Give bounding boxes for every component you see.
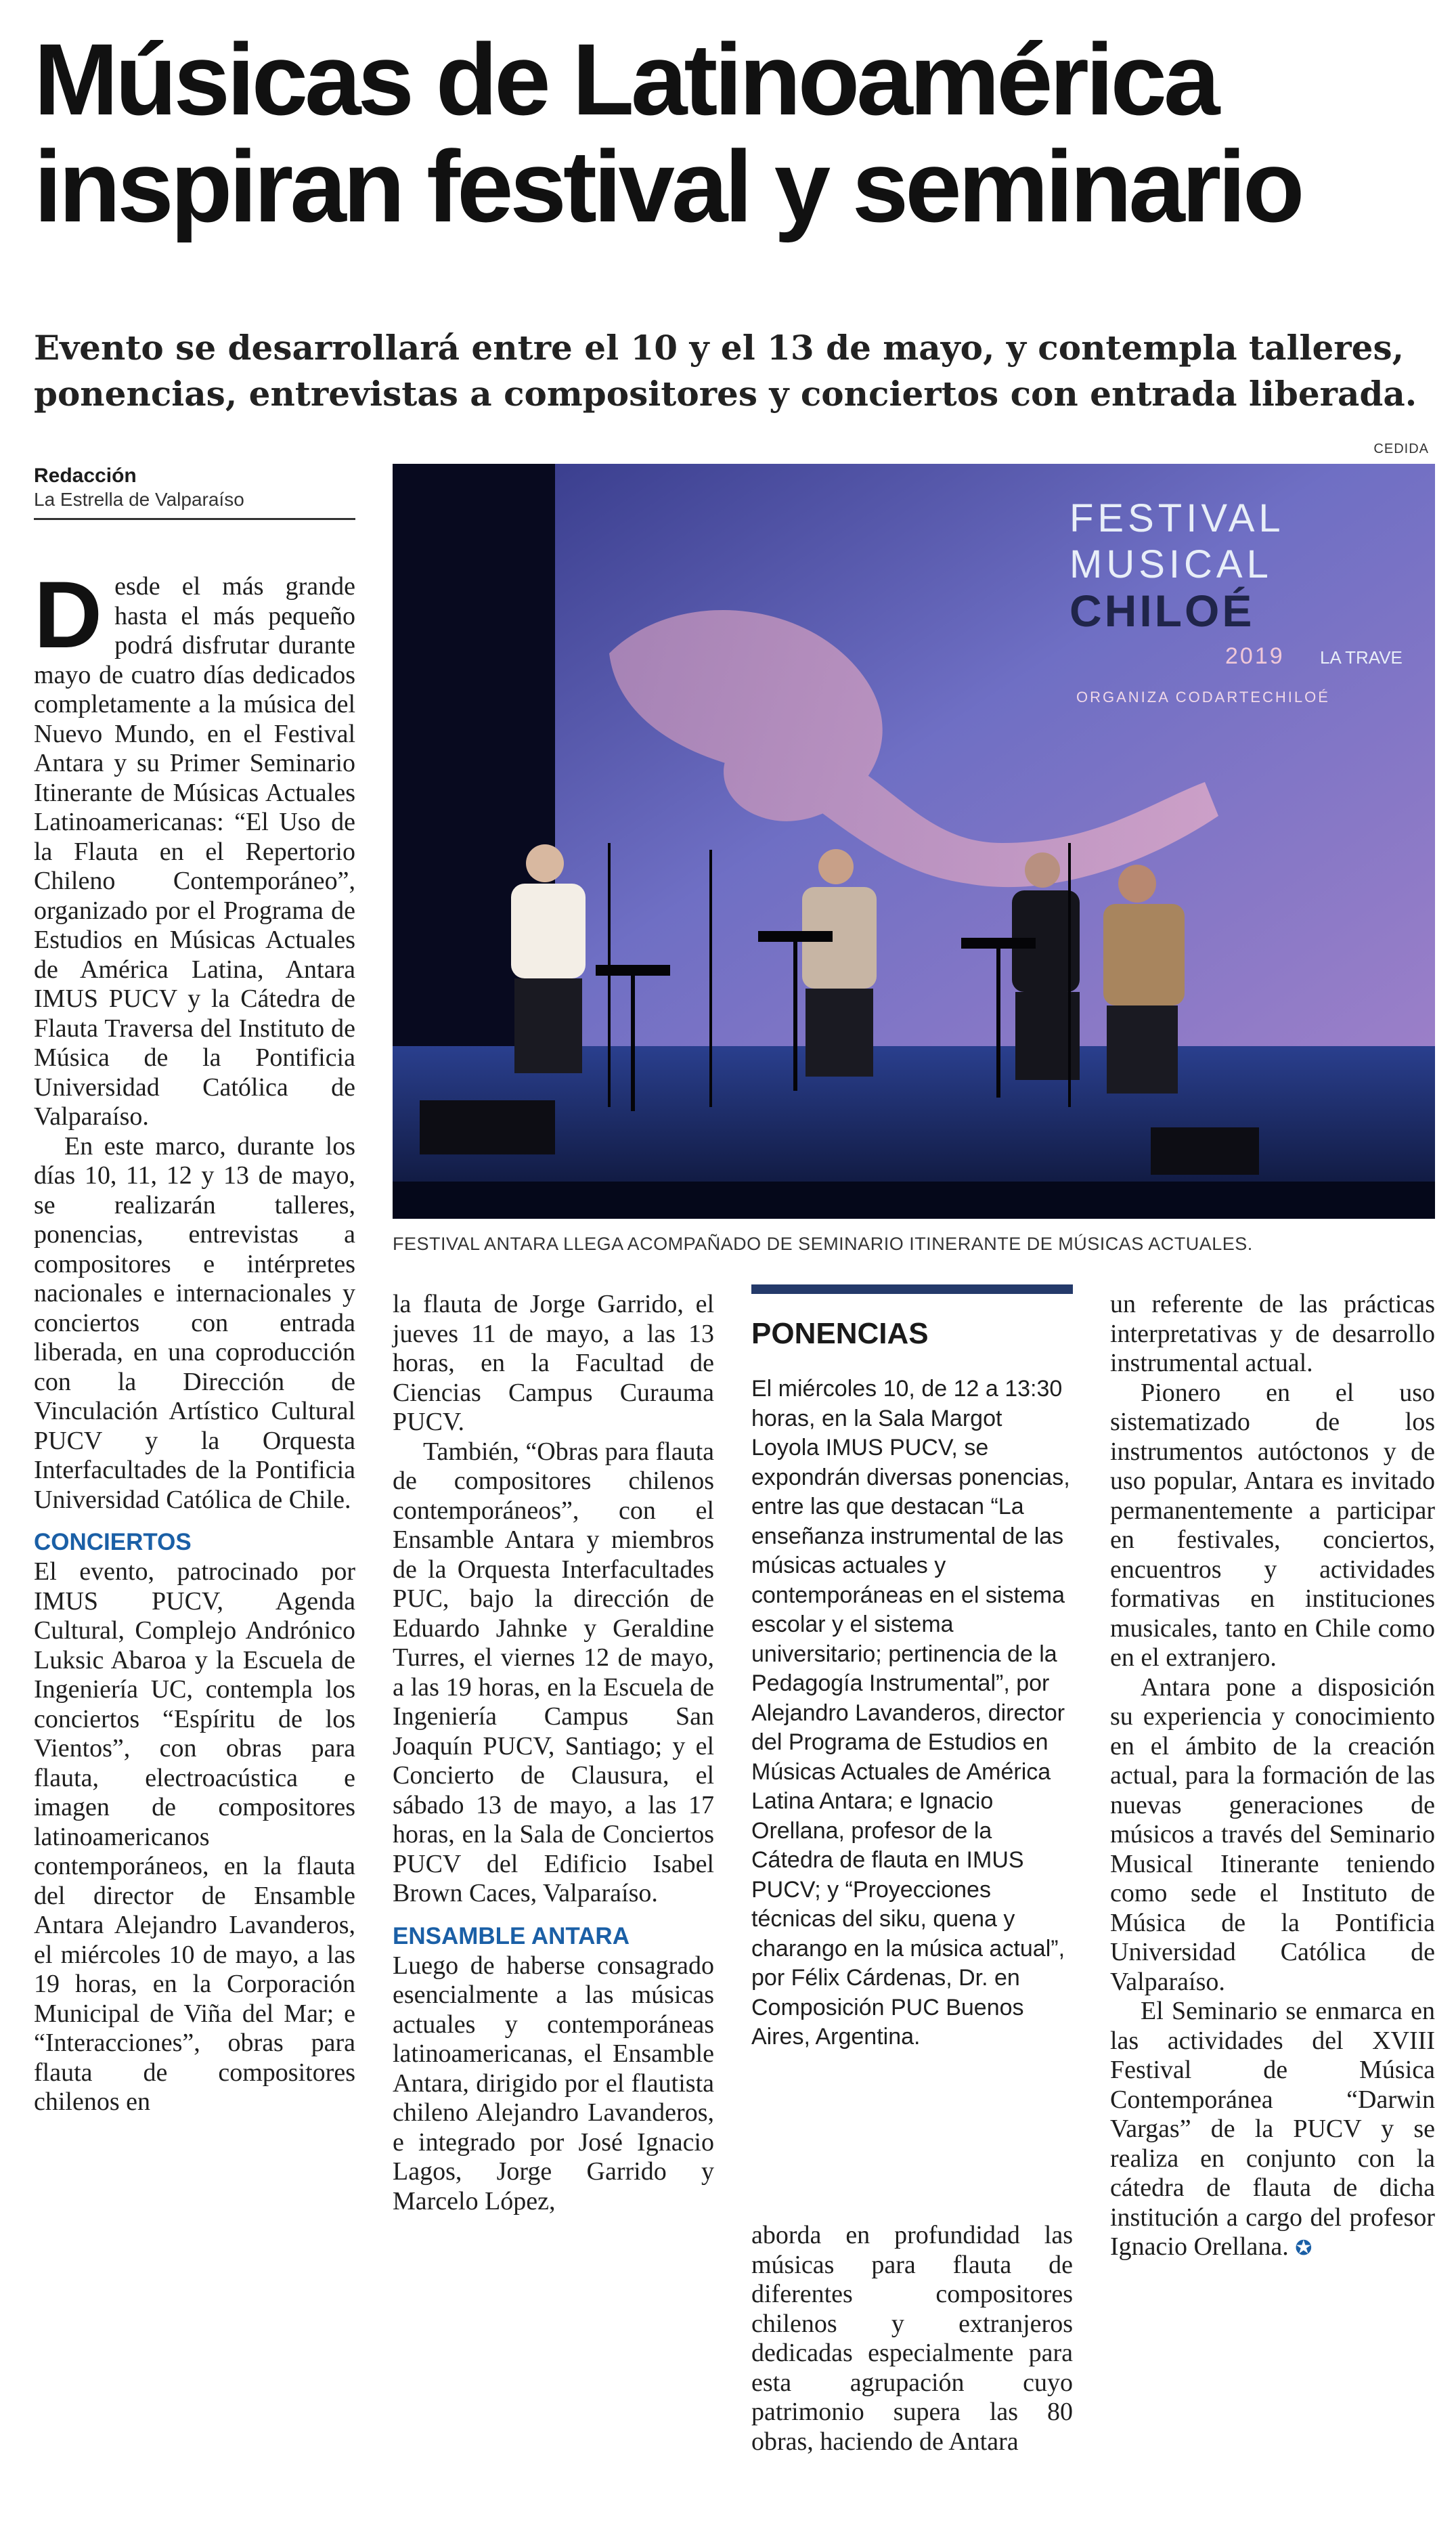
drop-cap: D [34, 561, 103, 668]
paragraph [34, 561, 355, 1132]
screen-title-2: MUSICAL [1069, 542, 1273, 586]
end-mark-icon: ✪ [1295, 2236, 1312, 2260]
paragraph-text: El Seminario se enmarca en las actividades del XVIII Festival de Música Contemporánea “Darwin Vargas” de la PUCV y se realiza en conjunto con la cátedra de flauta de dicha institución a cargo del profesor Ignacio Orellana. [1110, 1997, 1435, 2261]
concert-photo-illustration [393, 464, 1435, 1219]
paragraph: Pionero en el uso sistematizado de los instrumentos autóctonos y de uso popular, Antara es invitado permanentemente a participar en festivales, conciertos, encuentros y actividades formativas en instituciones musicales, tanto en Chile como en el extranjero. [1110, 1378, 1435, 1672]
stage-speaker [1151, 1127, 1259, 1175]
stage-speaker [420, 1100, 555, 1154]
subhead-conciertos: CONCIERTOS [34, 1529, 192, 1555]
screen-organizer: ORGANIZA CODARTECHILOÉ [1076, 689, 1330, 706]
column-1 [34, 561, 355, 2117]
paragraph: El evento, patrocinado por IMUS PUCV, Agenda Cultural, Complejo Andrónico Luksic Abaroa y la Escuela de Ingeniería UC, contempla los conciertos “Espíritu de los Vientos”, con obras para flauta, electroacústica e imagen de compositores latinoamericanos contemporáneos, en la flauta del director de Ensamble Antara Alejandro Lavanderos, el miércoles 10 de mayo, a las 19 horas, en la Corporación Municipal de Viña del Mar; e “Interacciones”, obras para flauta de compositores chilenos en [34, 1557, 355, 2116]
paragraph: Antara pone a disposición su experiencia y conocimiento en el ámbito de la creación actual, para la formación de las nuevas generaciones de músicos a través del Seminario Musical Itinerante teniendo como sede el Instituto de Música de la Pontificia Universidad Católica de Valparaíso. [1110, 1672, 1435, 1996]
paragraph: la flauta de Jorge Garrido, el jueves 11 de mayo, a las 13 horas, en la Facultad de Ciencias Campus Curauma PUCV. [393, 1290, 714, 1436]
column-2 [393, 1290, 714, 2216]
paragraph: aborda en profundidad las músicas para flauta de diferentes compositores chilenos y extranjeros dedicadas especialmente para esta agrupación cuyo patrimonio supera las 80 obras, haciendo de Antara [751, 2221, 1073, 2456]
subhead-ensamble-antara: ENSAMBLE ANTARA [393, 1922, 630, 1949]
screen-title-3: CHILOÉ [1069, 586, 1255, 636]
column-4 [1110, 1290, 1435, 2264]
column-3 [751, 2221, 1073, 2457]
byline [34, 464, 355, 520]
screen-title-1: FESTIVAL [1069, 496, 1285, 540]
byline-name: Redacción [34, 464, 137, 487]
paragraph: El miércoles 10, de 12 a 13:30 horas, en la Sala Margot Loyola IMUS PUCV, se expondrán diversas ponencias, entre las que destacan “La enseñanza instrumental de las músicas actuales y contemporáneas en el sistema escolar y el sistema universitario; pertinencia de la Pedagogía Instrumental”, por Alejandro Lavanderos, director del Programa de Estudios en Músicas Actuales de América Latina Antara; e Ignacio Orellana, profesor de la Cátedra de flauta en IMUS PUCV; y “Proyecciones técnicas del siku, quena y charango en la música actual”, por Félix Cárdenas, Dr. en Composición PUC Buenos Aires, Argentina. [751, 1376, 1070, 2050]
paragraph: un referente de las prácticas interpretativas y de desarrollo instrumental actual. [1110, 1290, 1435, 1377]
paragraph [1110, 1997, 1435, 2264]
screen-extra: LA TRAVE [1320, 647, 1403, 668]
ponencias-rule [751, 1284, 1073, 1294]
paragraph: En este marco, durante los días 10, 11, 12 y 13 de mayo, se realizarán talleres, ponencias, entrevistas a compositores e intérpretes nacionales e internacionales y conciertos con entrada liberada, en una coproducción con la Dirección de Vinculación Artístico Cultural PUCV y la Orquesta Interfacultades de la Pontificia Universidad Católica de Chile. [34, 1131, 355, 1514]
paragraph-text: esde el más grande hasta el más pequeño podrá disfrutar durante mayo de cuatro días dedicados completamente a la música del Nuevo Mundo, en el Festival Antara y su Primer Seminario Itinerante de Músicas Actuales Latinoamericanas: “El Uso de la Flauta en el Repertorio Chileno Contemporáneo”, organizado por el Programa de Estudios en Músicas Actuales de América Latina, Antara IMUS PUCV y la Cátedra de Flauta Traversa del Instituto de Música de la Pontificia Universidad Católica de Valparaíso. [34, 572, 355, 1131]
headline: Músicas de Latinoamérica inspiran festival y seminario [34, 22, 1302, 243]
paragraph: También, “Obras para flauta de compositores chilenos contemporáneos”, con el Ensamble Antara y miembros de la Orquesta Interfacultades PUC, bajo la dirección de Eduardo Jahnke y Geraldine Turres, el viernes 12 de mayo, a las 19 horas, en la Escuela de Ingeniería Campus San Joaquín PUCV, Santiago; y el Concierto de Clausura, el sábado 13 de mayo, a las 17 horas, en la Sala de Conciertos PUCV del Edificio Isabel Brown Caces, Valparaíso. [393, 1437, 714, 1907]
screen-year: 2019 [1225, 643, 1285, 669]
paragraph: Luego de haberse consagrado esencialmente a las músicas actuales y contemporáneas latinoamericanas, el Ensamble Antara, dirigido por el flautista chileno Alejandro Lavanderos, e integrado por José Ignacio Lagos, Jorge Garrido y Marcelo López, [393, 1951, 714, 2215]
photo-credit: CEDIDA [1373, 441, 1429, 456]
ponencias-box [751, 1314, 1073, 2052]
byline-outlet: La Estrella de Valparaíso [34, 489, 244, 510]
deck-subtitle: Evento se desarrollará entre el 10 y el 13 de mayo, y contempla talleres, ponencias, entrevistas a compositores y conciertos con entrada liberada. [34, 328, 1417, 414]
photo-caption: FESTIVAL ANTARA LLEGA ACOMPAÑADO DE SEMINARIO ITINERANTE DE MÚSICAS ACTUALES. [393, 1234, 1253, 1254]
ponencias-title: PONENCIAS [751, 1317, 929, 1350]
concert-photo [393, 464, 1435, 1219]
